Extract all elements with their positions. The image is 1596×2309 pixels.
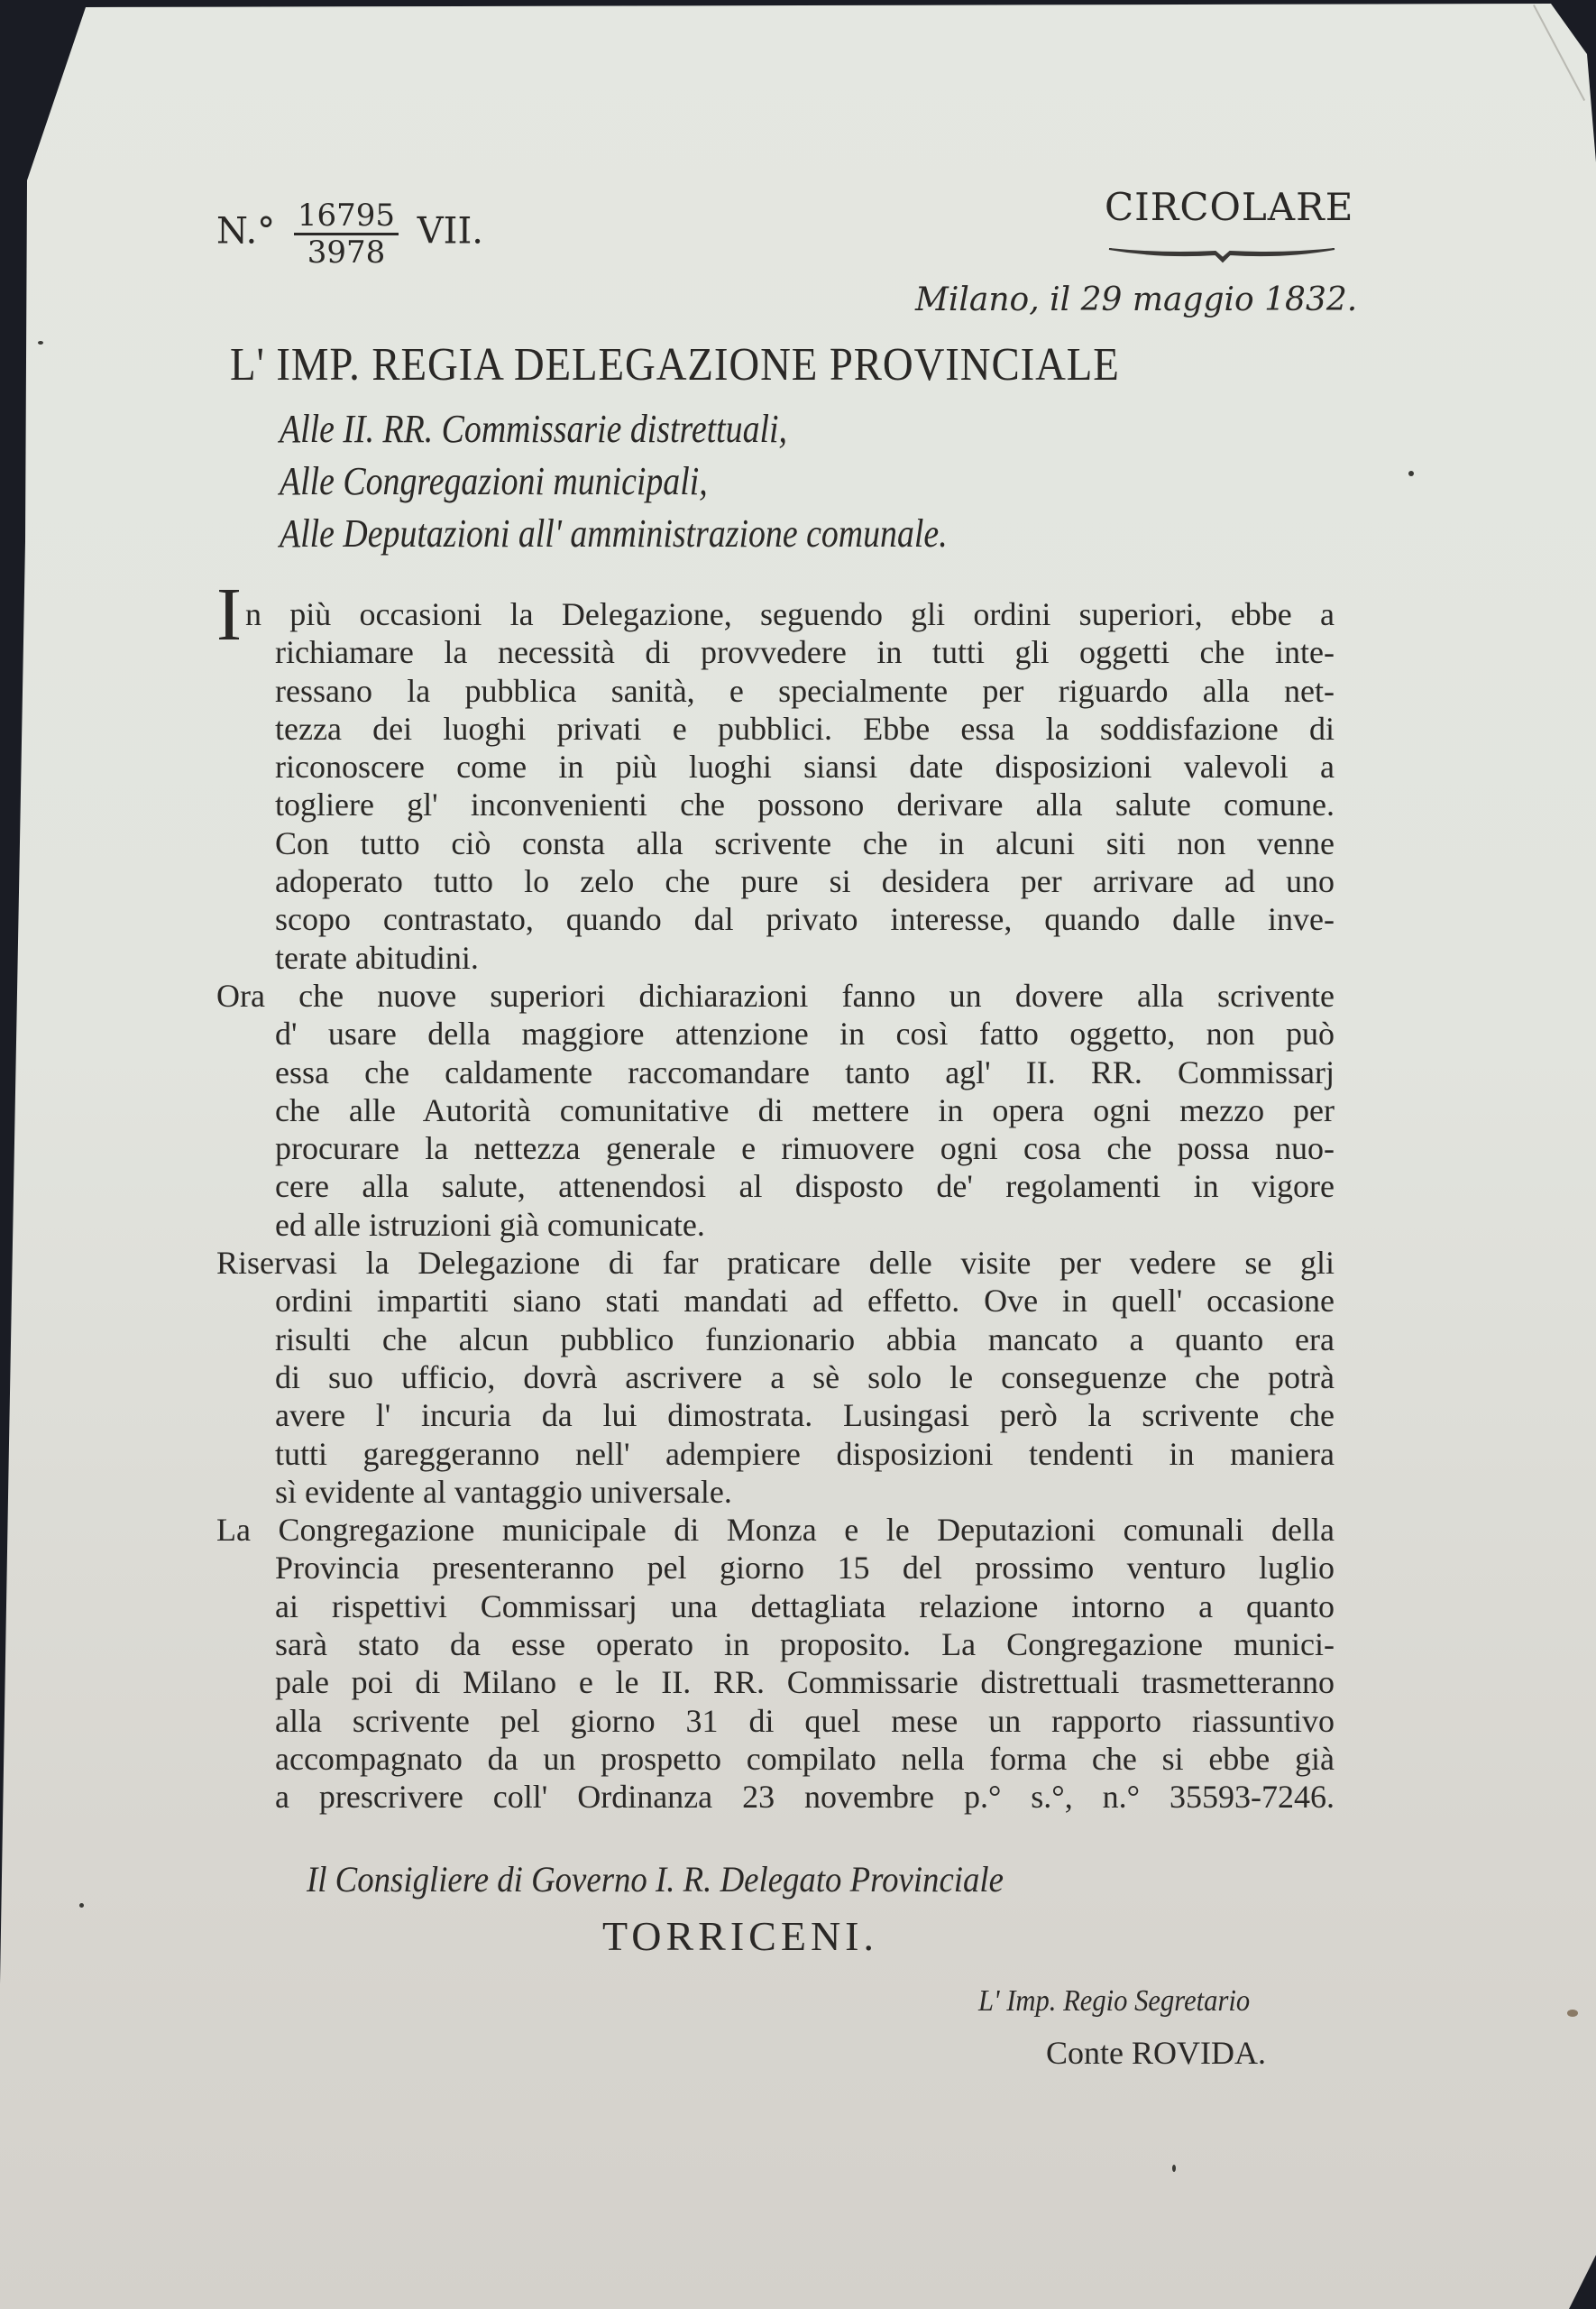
text-line: Riservasi la Delegazione di far praticare delle visite per vedere se gli bbox=[216, 1245, 1335, 1282]
secretary-name: Conte ROVIDA. bbox=[1046, 2035, 1266, 2071]
text-line: ordini impartiti siano stati mandati ad effetto. Ove in quell' occasione bbox=[275, 1283, 1335, 1320]
text-line: ressano la pubblica sanità, e specialmente per riguardo alla net- bbox=[275, 672, 1335, 709]
delegate-title: Il Consigliere di Governo I. R. Delegato Provinciale bbox=[307, 1859, 1004, 1900]
text-line: riconoscere come in più luoghi siansi date disposizioni valevoli a bbox=[275, 749, 1335, 786]
place-date: Milano, il 29 maggio 1832. bbox=[915, 281, 1358, 318]
text-line: di suo ufficio, dovrà ascrivere a sè solo le conseguenze che potrà bbox=[275, 1358, 1335, 1395]
text-line: richiamare la necessità di provvedere in tutti gli oggetti che inte- bbox=[275, 634, 1335, 671]
text-line: Provincia presenteranno pel giorno 15 del prossimo venturo luglio bbox=[275, 1550, 1335, 1587]
text-line: scopo contrastato, quando dal privato interesse, quando dalle inve- bbox=[275, 901, 1335, 938]
paper-speck bbox=[79, 1903, 84, 1908]
circular-body bbox=[216, 573, 1335, 1817]
text-line: adoperato tutto lo zelo che pure si desidera per arrivare ad uno bbox=[275, 863, 1335, 900]
text-line: tezza dei luoghi privati e pubblici. Ebbe essa la soddisfazione di bbox=[275, 710, 1335, 747]
protocol-fraction bbox=[294, 198, 399, 270]
text-line: accompagnato da un prospetto compilato nella forma che si ebbe già bbox=[275, 1740, 1335, 1777]
text-line: La Congregazione municipale di Monza e le Deputazioni comunali della bbox=[216, 1512, 1335, 1549]
document-type: CIRCOLARE bbox=[1105, 185, 1354, 229]
addressee-line: Alle Congregazioni municipali, bbox=[280, 459, 708, 503]
paper-speck bbox=[1567, 2010, 1578, 2017]
text-line: Ora che nuove superiori dichiarazioni fanno un dovere alla scrivente bbox=[216, 977, 1335, 1014]
text-line: n più occasioni la Delegazione, seguendo gli ordini superiori, ebbe a bbox=[245, 596, 1335, 632]
paragraph bbox=[216, 1244, 1335, 1511]
secretary-title: L' Imp. Regio Segretario bbox=[978, 1984, 1251, 2018]
text-line: terate abitudini. bbox=[275, 939, 479, 976]
text-line: Con tutto ciò consta alla scrivente che in alcuni siti non venne bbox=[275, 824, 1335, 861]
paragraph bbox=[216, 1511, 1335, 1816]
delegate-name: TORRICENI. bbox=[602, 1913, 878, 1959]
text-line: ai rispettivi Commissarj una dettagliata relazione intorno a quanto bbox=[275, 1587, 1335, 1624]
numero-prefix: N.° bbox=[216, 210, 276, 253]
paragraph bbox=[216, 573, 1335, 977]
text-line: ed alle istruzioni già comunicate. bbox=[275, 1206, 705, 1243]
paragraph bbox=[216, 977, 1335, 1244]
ornamental-swash-divider bbox=[1107, 244, 1337, 263]
paper-speck bbox=[1408, 471, 1414, 476]
text-line: risulti che alcun pubblico funzionario abbia mancato a quanto era bbox=[275, 1320, 1335, 1357]
text-line: essa che caldamente raccomandare tanto agl' II. RR. Commissarj bbox=[275, 1053, 1335, 1090]
numero-suffix: VII. bbox=[417, 210, 483, 253]
text-line: che alle Autorità comunitative di mettere in opera ogni mezzo per bbox=[275, 1091, 1335, 1128]
text-line: togliere gl' inconvenienti che possono derivare alla salute comune. bbox=[275, 787, 1335, 823]
text-line: alla scrivente pel giorno 31 di quel mese un rapporto riassuntivo bbox=[275, 1702, 1335, 1739]
text-line: a prescrivere coll' Ordinanza 23 novembre p.° s.°, n.° 35593-7246. bbox=[275, 1779, 1335, 1816]
text-line: procurare la nettezza generale e rimuovere ogni cosa che possa nuo- bbox=[275, 1130, 1335, 1167]
protocol-numerator: 16795 bbox=[294, 198, 399, 235]
addressee-line: Alle II. RR. Commissarie distrettuali, bbox=[280, 407, 788, 451]
issuing-authority-title: L' IMP. REGIA DELEGAZIONE PROVINCIALE bbox=[230, 339, 1120, 391]
paper-speck bbox=[1172, 2165, 1176, 2172]
text-line: tutti gareggeranno nell' adempiere disposizioni tendenti in maniera bbox=[275, 1435, 1335, 1472]
text-line: d' usare della maggiore attenzione in così fatto oggetto, non può bbox=[275, 1016, 1335, 1053]
text-line: pale poi di Milano e le II. RR. Commissarie distrettuali trasmetteranno bbox=[275, 1664, 1335, 1701]
text-line: cere alla salute, attenendosi al disposto de' regolamenti in vigore bbox=[275, 1168, 1335, 1205]
protocol-number bbox=[216, 198, 483, 270]
paper-speck bbox=[38, 341, 43, 345]
text-line: sì evidente al vantaggio universale. bbox=[275, 1473, 732, 1510]
addressee-line: Alle Deputazioni all' amministrazione comunale. bbox=[280, 511, 948, 556]
text-line: avere l' incuria da lui dimostrata. Lusingasi però la scrivente che bbox=[275, 1397, 1335, 1434]
protocol-denominator: 3978 bbox=[307, 235, 386, 271]
drop-cap: I bbox=[216, 573, 242, 657]
text-line: sarà stato da esse operato in proposito. La Congregazione munici- bbox=[275, 1626, 1335, 1663]
